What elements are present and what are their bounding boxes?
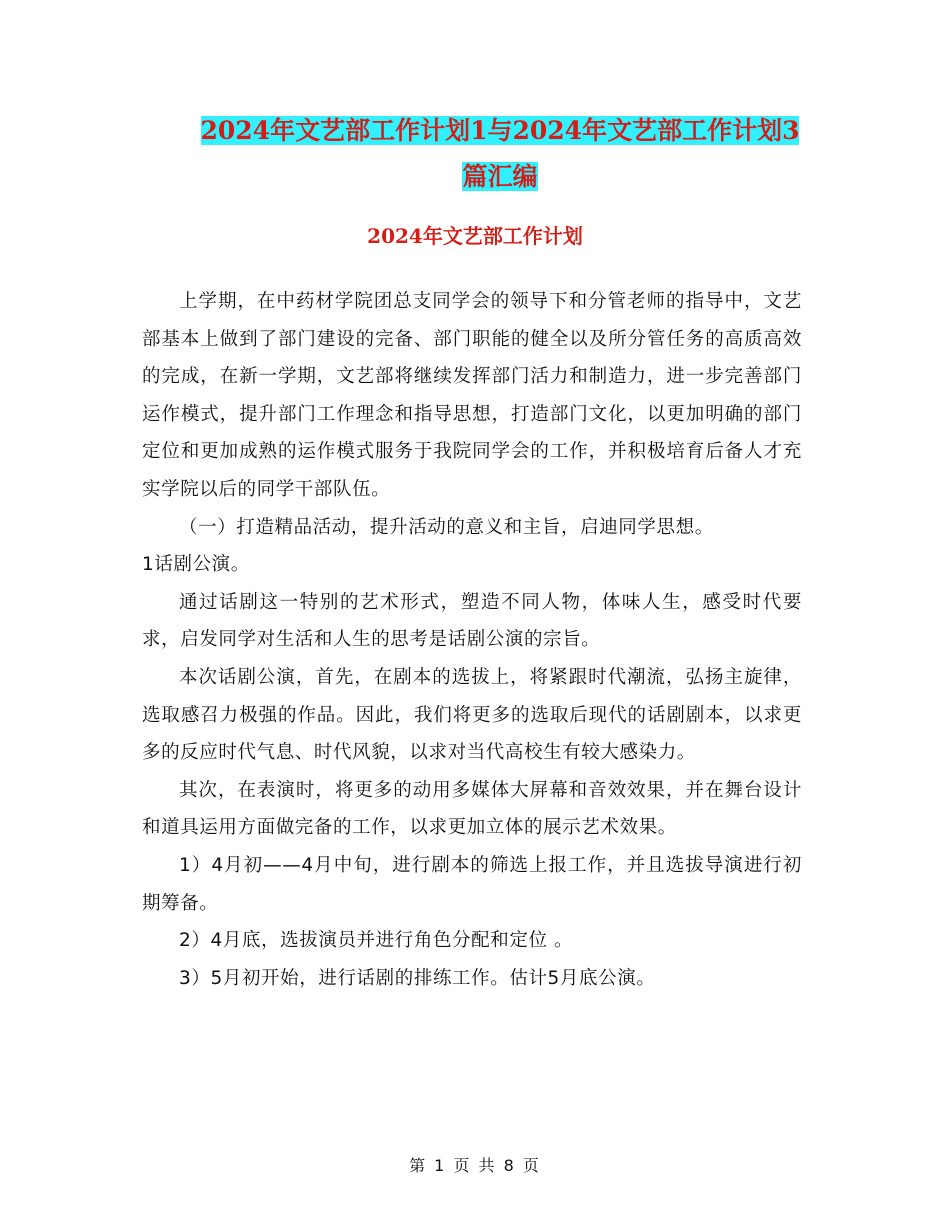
title-line-1: 2024年文艺部工作计划1与2024年文艺部工作计划3 [200, 116, 800, 145]
section-title: 2024年文艺部工作计划 [367, 224, 583, 248]
paragraph-intro: 上学期，在中药材学院团总支同学会的领导下和分管老师的指导中，文艺部基本上做到了部门建设的完备、部门职能的健全以及所分管任务的高质高效的完成，在新一学期，文艺部将继续发挥部门活力和制造力，进一步完善部门运作模式，提升部门工作理念和指导思想，打造部门文化，以更加明确的部门定位和更加成熟的运作模式服务于我院同学会的工作，并积极培育后备人才充实学院以后的同学干部队伍。 [142, 291, 802, 500]
paragraph-step-2: 2）4月底，选拔演员并进行角色分配和定位 。 [179, 930, 574, 952]
title-line-2: 篇汇编 [462, 162, 538, 191]
paragraph-performance: 其次，在表演时，将更多的动用多媒体大屏幕和音效效果，并在舞台设计和道具运用方面做完备的工作，以求更加立体的展示艺术效果。 [142, 779, 802, 839]
document-title [140, 108, 860, 200]
paragraph-item-1: 1话剧公演。 [142, 554, 250, 576]
paragraph-heading-1: （一）打造精品活动，提升活动的意义和主旨，启迪同学思想。 [179, 516, 714, 538]
paragraph-script-selection: 本次话剧公演，首先，在剧本的选拔上，将紧跟时代潮流，弘扬主旋律，选取感召力极强的作品。因此，我们将更多的选取后现代的话剧剧本，以求更多的反应时代气息、时代风貌，以求对当代高校生有较大感染力。 [142, 666, 802, 764]
paragraph-purpose: 通过话剧这一特别的艺术形式，塑造不同人物，体味人生，感受时代要求，启发同学对生活和人生的思考是话剧公演的宗旨。 [142, 591, 802, 651]
paragraph-step-3: 3）5月初开始，进行话剧的排练工作。估计5月底公演。 [179, 967, 656, 989]
document-body [142, 283, 802, 997]
page-number-footer: 第 1 页 共 8 页 [409, 1156, 541, 1175]
paragraph-step-1: 1）4月初——4月中旬，进行剧本的筛选上报工作，并且选拔导演进行初期筹备。 [142, 854, 802, 914]
